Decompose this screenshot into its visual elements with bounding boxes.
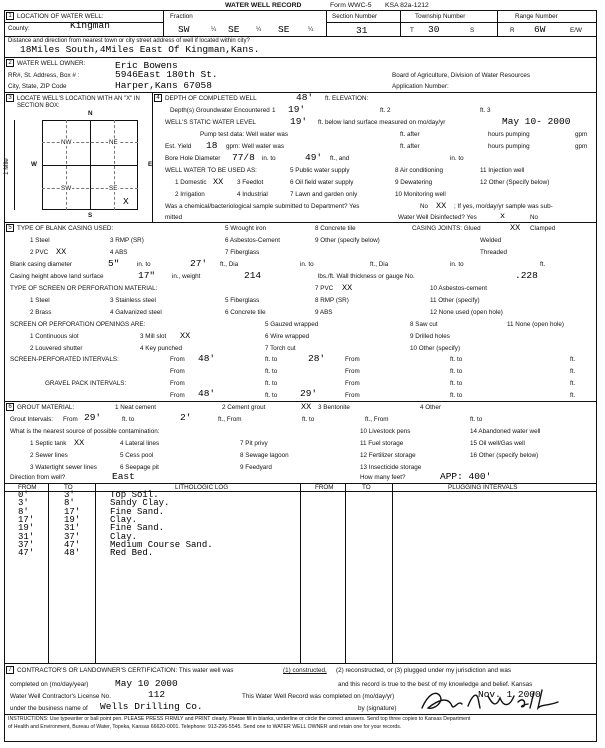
- use-4: 4 Industrial: [237, 191, 268, 198]
- perf-to-1: ft. to: [265, 356, 278, 363]
- application-label: Application Number:: [392, 83, 449, 90]
- contam-7: 7 Pit privy: [240, 440, 268, 447]
- open-3-mark: XX: [180, 331, 191, 341]
- joints-welded: Welded: [480, 237, 502, 244]
- completed-date: May 10 2000: [115, 678, 178, 689]
- contam-2: 2 Sewer lines: [30, 452, 68, 459]
- gravel-from-value: 48': [198, 388, 216, 399]
- grout-3-mark: XX: [301, 402, 312, 412]
- log-row-from: 17': [18, 514, 35, 525]
- diameter-in3: in. to: [450, 261, 464, 268]
- cert-line-1-rest: (2) reconstructed, or (3) plugged under my jurisdiction and was: [336, 667, 511, 674]
- log-header-lithologic: LITHOLOGIC LOG: [175, 483, 229, 491]
- quarter-mark: ¼: [211, 26, 217, 33]
- contam-1-mark: XX: [74, 438, 85, 448]
- cert-line-2-rest: and this record is true to the best of my knowledge and belief. Kansas: [338, 681, 533, 688]
- open-11: 11 None (open hole): [507, 321, 564, 328]
- log-row-from: 3': [18, 498, 29, 509]
- plug-header-from: FROM: [315, 483, 334, 491]
- yield-gpm: gpm: [575, 143, 588, 150]
- direction-value: East: [112, 471, 135, 482]
- screen-8: 8 RMP (SR): [315, 297, 349, 304]
- se-label: SE: [109, 185, 118, 192]
- bore-in: in. to: [262, 155, 276, 162]
- gravel-label: GRAVEL PACK INTERVALS:: [45, 380, 127, 387]
- log-row-from: 19': [18, 523, 35, 534]
- use-1: 1 Domestic: [175, 179, 207, 186]
- contam-16: 16 Other (specify below): [470, 452, 539, 459]
- log-row-to: 3': [64, 490, 75, 500]
- diameter-in2: in. to: [300, 261, 314, 268]
- casing-2-mark: XX: [56, 247, 67, 257]
- county-value: Kingman: [70, 20, 110, 31]
- gravel-to-value: 29': [300, 388, 318, 399]
- static-level-date: May 10- 2000: [502, 116, 571, 127]
- yield-hours: hours pumping: [488, 143, 530, 150]
- diameter-ft: ft., Dia: [220, 261, 239, 268]
- grout-to-value: 2': [180, 412, 192, 423]
- howmany-label: How many feet?: [360, 474, 406, 481]
- gw-1: 1: [272, 107, 276, 114]
- howmany-value: APP: 400': [440, 471, 492, 482]
- open-7: 7 Torch cut: [265, 345, 296, 352]
- owner-value: Eric Bowens: [115, 60, 178, 71]
- sw-label: SW: [61, 185, 72, 192]
- log-row-description: Sandy Clay.: [110, 498, 170, 509]
- open-5: 5 Gauzed wrapped: [265, 321, 319, 328]
- disinfect-label: Water Well Disinfected? Yes: [398, 214, 477, 221]
- cert-constructed: (1) constructed,: [283, 667, 327, 674]
- south-label: S: [88, 212, 93, 219]
- yield-after: ft. after: [400, 143, 420, 150]
- contam-1: 1 Septic tank: [30, 440, 67, 447]
- screen-4: 4 Galvanized steel: [110, 309, 162, 316]
- nw-label: NW: [61, 139, 72, 146]
- gravel-to-4: ft. to: [450, 392, 463, 399]
- weight-value: 214: [244, 270, 262, 281]
- section-4-number: 4: [154, 94, 162, 102]
- quarter-mark: ¼: [308, 26, 314, 33]
- log-row-from: 31': [18, 531, 35, 542]
- casing-2: 2 PVC: [30, 249, 49, 256]
- direction-label: Direction from well?: [10, 474, 66, 481]
- casing-1: 1 Steel: [30, 237, 50, 244]
- contam-4: 4 Lateral lines: [120, 440, 160, 447]
- yield-label: Est. Yield: [165, 143, 192, 150]
- openings-label: SCREEN OR PERFORATION OPENINGS ARE:: [10, 321, 146, 328]
- cert-completed-label: completed on (mo/day/year): [10, 681, 89, 688]
- grout-2: 2 Cement grout: [222, 404, 266, 411]
- bore-label: Bore Hole Diameter: [165, 155, 221, 162]
- use-7: 7 Lawn and garden only: [290, 191, 358, 198]
- plug-header-to: TO: [362, 483, 371, 491]
- cert-record-label: This Water Well Record was completed on (mo/day/yr): [242, 693, 395, 700]
- log-row-description: Red Bed.: [110, 548, 154, 559]
- screen-3: 3 Stainless steel: [110, 297, 156, 304]
- diameter-ft3: ft.: [540, 261, 546, 268]
- city-label: City, State, ZIP Code: [8, 83, 67, 90]
- joints-label: CASING JOINTS: Glued: [412, 225, 481, 232]
- bore-and: ft., and: [330, 155, 350, 162]
- casing-3: 3 RMP (SR): [110, 237, 144, 244]
- perf-from-2: From: [345, 356, 360, 363]
- log-row-from: 8': [18, 506, 29, 517]
- log-row-from: 0': [18, 490, 29, 500]
- use-label: WELL WATER TO BE USED AS:: [165, 167, 257, 174]
- gw-ft3: ft. 3: [480, 107, 491, 114]
- yield-rest: gpm: Well water was: [226, 143, 284, 150]
- owner-label: WATER WELL OWNER:: [17, 60, 86, 67]
- grout-label: GROUT MATERIAL:: [17, 404, 75, 411]
- statute: KSA 82a-1212: [385, 2, 429, 9]
- open-3: 3 Mill slot: [140, 333, 167, 340]
- section-number-value: 31: [356, 25, 368, 36]
- locate-title: LOCATE WELL'S LOCATION WITH AN "X" IN SECTION BOX:: [17, 96, 140, 109]
- range-label: Range Number: [515, 13, 558, 20]
- casing-7: 7 Fiberglass: [225, 249, 260, 256]
- instructions-line-1: INSTRUCTIONS: Use typewriter or ball point pen. PLEASE PRESS FIRMLY and PRINT clearly. Please fill in blanks, underline or circle the correct answers. Send top three copies to Kansas Department: [8, 716, 471, 722]
- fraction-label: Fraction: [170, 13, 193, 20]
- section-7-number: 7: [6, 666, 14, 674]
- depth-label: DEPTH OF COMPLETED WELL: [165, 95, 257, 102]
- distance-label: Distance and direction from nearest town or city street address of well if located within city?: [8, 38, 250, 44]
- casing-4: 4 ABS: [110, 249, 128, 256]
- grout-4: 4 Other: [420, 404, 441, 411]
- open-10: 10 Other (specify): [410, 345, 461, 352]
- diameter-value: 5": [108, 258, 120, 269]
- grout-to: ft. to: [122, 416, 135, 423]
- joints-mark: XX: [510, 223, 521, 233]
- diameter-in: in. to: [137, 261, 151, 268]
- perf-to-value: 28': [308, 353, 326, 364]
- grout-ft-from-2: ft., From: [365, 416, 389, 423]
- diameter-ft2: ft., Dia: [370, 261, 389, 268]
- log-row-to: 47': [64, 539, 81, 550]
- fraction-q3: SE: [278, 24, 290, 35]
- diameter-to-value: 27': [190, 258, 208, 269]
- grout-ft-from-1: ft., From: [218, 416, 242, 423]
- height-in: in., weight: [172, 273, 201, 280]
- address-label: RR#, St. Address, Box # :: [8, 72, 80, 79]
- open-9: 9 Drilled holes: [410, 333, 450, 340]
- use-12: 12 Other (Specify below): [480, 179, 550, 186]
- board-label: Board of Agriculture, Division of Water Resources: [392, 72, 531, 79]
- east-label: E: [148, 161, 153, 168]
- grout-from-value: 29': [84, 412, 102, 423]
- ne-label: NE: [109, 139, 118, 146]
- chem-no: No: [420, 203, 429, 210]
- log-row-to: 37': [64, 531, 81, 542]
- pump-gpm: gpm: [575, 131, 588, 138]
- mile-label: 1 Mile: [3, 158, 10, 175]
- cert-license-label: Water Well Contractor's License No.: [10, 693, 111, 700]
- contam-6: 6 Seepage pit: [120, 464, 159, 471]
- township-label: Township Number: [415, 13, 466, 20]
- perf-to-3: ft. to: [265, 368, 278, 375]
- perf-to-2: ft. to: [450, 356, 463, 363]
- disinfect-mark: x: [500, 211, 506, 221]
- grout-3: 3 Bentonite: [318, 404, 350, 411]
- record-date: Nov. 1 2000: [478, 689, 541, 700]
- groundwater-label: Depth(s) Groundwater Encountered: [170, 107, 270, 114]
- log-row-description: Fine Sand.: [110, 523, 165, 534]
- cert-line-1: CONTRACTOR'S OR LANDOWNER'S CERTIFICATION: This water well was: [17, 667, 234, 674]
- elevation-label: ft. ELEVATION:: [325, 95, 369, 102]
- use-10: 10 Monitoring well: [395, 191, 446, 198]
- screen-label: TYPE OF SCREEN OR PERFORATION MATERIAL:: [10, 285, 158, 292]
- screen-5: 5 Fiberglass: [225, 297, 260, 304]
- chem-mitted: mitted: [165, 214, 183, 221]
- screen-9: 9 ABS: [315, 309, 333, 316]
- use-3: 3 Feedlot: [237, 179, 264, 186]
- gravel-ft-2: ft.: [570, 380, 576, 387]
- contam-3: 3 Watertight sewer lines: [30, 464, 97, 471]
- screen-10: 10 Asbestos-cement: [430, 285, 488, 292]
- bore-value: 77/8: [232, 152, 255, 163]
- location-label: LOCATION OF WATER WELL:: [17, 13, 104, 20]
- gravel-to-2: ft. to: [450, 380, 463, 387]
- static-level-label: WELL'S STATIC WATER LEVEL: [165, 119, 256, 126]
- disinfect-no: No: [530, 214, 539, 221]
- joints-clamped: Clamped: [530, 225, 556, 232]
- contam-15: 15 Oil well/Gas well: [470, 440, 525, 447]
- log-row-description: Top Soil.: [110, 490, 159, 500]
- groundwater-value: 19': [288, 104, 306, 115]
- township-prefix: T: [410, 27, 414, 34]
- perf-ft-2: ft.: [570, 356, 576, 363]
- perf-from-value: 48': [198, 353, 216, 364]
- gravel-from-1: From: [170, 380, 185, 387]
- gauge-value: .228: [515, 270, 538, 281]
- range-suffix: E/W: [570, 27, 582, 34]
- range-prefix: R: [510, 27, 515, 34]
- license-value: 112: [148, 689, 166, 700]
- chem-mark: XX: [436, 201, 447, 211]
- form-title: WATER WELL RECORD: [225, 2, 302, 9]
- gravel-to-3: ft. to: [265, 392, 278, 399]
- screen-7-mark: XX: [342, 283, 353, 293]
- use-11: 11 Injection well: [480, 167, 525, 174]
- form-number: Form WWC-5: [330, 2, 372, 9]
- use-5: 5 Public water supply: [290, 167, 350, 174]
- grout-to-2: ft. to: [302, 416, 315, 423]
- distance-value: 18Miles South,4Miles East Of Kingman,Kans.: [20, 44, 260, 55]
- section-2-number: 2: [6, 59, 14, 67]
- quarter-mark: ¼: [256, 26, 262, 33]
- cert-business-label: under the business name of: [10, 705, 88, 712]
- plug-header-intervals: PLUGGING INTERVALS: [448, 483, 518, 491]
- perf-from-3: From: [170, 368, 185, 375]
- use-1-mark: XX: [213, 177, 224, 187]
- screen-6: 6 Concrete tile: [225, 309, 266, 316]
- north-label: N: [88, 110, 93, 117]
- contam-8: 8 Sewage lagoon: [240, 452, 289, 459]
- perf-to-4: ft. to: [450, 368, 463, 375]
- range-value: 6W: [534, 24, 546, 35]
- fraction-q1: SW: [178, 24, 190, 35]
- log-row-from: 37': [18, 539, 35, 550]
- casing-8: 8 Concrete tile: [315, 225, 356, 232]
- open-4: 4 Key punched: [140, 345, 183, 352]
- open-8: 8 Saw cut: [410, 321, 438, 328]
- perf-label: SCREEN-PERFORATED INTERVALS:: [10, 356, 119, 363]
- casing-5: 5 Wrought iron: [225, 225, 267, 232]
- contam-14: 14 Abandoned water well: [470, 428, 541, 435]
- perf-ft-4: ft.: [570, 368, 576, 375]
- screen-11: 11 Other (specify): [430, 297, 480, 304]
- gravel-to-1: ft. to: [265, 380, 278, 387]
- pump-after: ft. after: [400, 131, 420, 138]
- screen-2: 2 Brass: [30, 309, 52, 316]
- west-label: W: [31, 161, 37, 168]
- bore-in2: in. to: [450, 155, 464, 162]
- static-level-value: 19': [290, 116, 308, 127]
- city-value: Harper,Kans 67058: [115, 80, 212, 91]
- use-9: 9 Dewatering: [395, 179, 433, 186]
- signature: [418, 686, 578, 716]
- open-1: 1 Continuous slot: [30, 333, 79, 340]
- contam-9: 9 Feedyard: [240, 464, 272, 471]
- log-row-to: 8': [64, 498, 75, 509]
- depth-value: 48': [296, 92, 314, 103]
- casing-6: 6 Asbestos-Cement: [225, 237, 280, 244]
- grout-1: 1 Neat cement: [115, 404, 156, 411]
- log-row-to: 48': [64, 548, 81, 559]
- pump-hours: hours pumping: [488, 131, 530, 138]
- business-name: Wells Drilling Co.: [100, 701, 203, 712]
- gravel-from-3: From: [170, 392, 185, 399]
- static-level-rest: ft. below land surface measured on mo/day/yr: [318, 119, 446, 126]
- contam-10: 10 Livestock pens: [360, 428, 411, 435]
- grout-interval-label: Grout Intervals:: [10, 416, 54, 423]
- joints-threaded: Threaded: [480, 249, 507, 256]
- fraction-q2: SE: [228, 24, 240, 35]
- section-1-number: 1: [6, 12, 14, 20]
- contam-13: 13 Insecticide storage: [360, 464, 422, 471]
- pump-test-label: Pump test data: Well water was: [200, 131, 289, 138]
- screen-1: 1 Steel: [30, 297, 50, 304]
- log-row-description: Clay.: [110, 531, 138, 542]
- height-label: Casing height above land surface: [10, 273, 104, 280]
- use-6: 6 Oil field water supply: [290, 179, 354, 186]
- log-row-to: 19': [64, 514, 81, 525]
- height-value: 17": [138, 270, 156, 281]
- weight-unit: lbs./ft. Wall thickness or gauge No.: [318, 273, 415, 280]
- instructions-line-2: of Health and Environment, Bureau of Water, Topeka, Kansas 66620-0001. Telephone: 913-296-5545. Send one to WATER WELL OWNER and retain one for your records.: [8, 724, 402, 730]
- contam-11: 11 Fuel storage: [360, 440, 404, 447]
- log-header-to: TO: [64, 483, 73, 491]
- log-row-description: Medium Course Sand.: [110, 539, 213, 550]
- well-location-mark: X: [123, 196, 129, 207]
- gravel-from-2: From: [345, 380, 360, 387]
- log-header-from: FROM: [18, 483, 37, 491]
- perf-from-4: From: [345, 368, 360, 375]
- contamination-label: What is the nearest source of possible contamination:: [10, 428, 160, 435]
- signature-label: by (signature): [358, 705, 397, 712]
- section-5-number: 5: [6, 224, 14, 232]
- log-row-to: 17': [64, 506, 81, 517]
- diameter-label: Blank casing diameter: [10, 261, 72, 268]
- perf-from-1: From: [170, 356, 185, 363]
- gravel-ft-4: ft.: [570, 392, 576, 399]
- section-6-number: 6: [6, 403, 14, 411]
- log-row-to: 31': [64, 523, 81, 534]
- contam-12: 12 Fertilizer storage: [360, 452, 416, 459]
- open-2: 2 Louvered shutter: [30, 345, 83, 352]
- chem-question: Was a chemical/bacteriological sample submitted to Department? Yes: [165, 203, 360, 210]
- log-row-from: 47': [18, 548, 35, 559]
- address-value: 5946East 180th St.: [115, 69, 218, 80]
- open-6: 6 Wire wrapped: [265, 333, 310, 340]
- grout-from: From: [63, 416, 78, 423]
- casing-label: TYPE OF BLANK CASING USED:: [17, 225, 114, 232]
- section-number-label: Section Number: [332, 13, 378, 20]
- screen-7: 7 PVC: [315, 285, 334, 292]
- gravel-from-4: From: [345, 392, 360, 399]
- log-row-description: Fine Sand.: [110, 506, 165, 517]
- chem-rest: ; If yes, mo/day/yr sample was sub-: [454, 203, 553, 210]
- log-row-description: Clay.: [110, 514, 138, 525]
- contam-5: 5 Cess pool: [120, 452, 154, 459]
- screen-12: 12 None used (open hole): [430, 309, 503, 316]
- grout-to-3: ft. to: [470, 416, 483, 423]
- county-label: County:: [8, 25, 30, 32]
- use-8: 8 Air conditioning: [395, 167, 443, 174]
- township-value: 30: [428, 24, 440, 35]
- yield-value: 18: [206, 140, 218, 151]
- use-2: 2 Irrigation: [175, 191, 205, 198]
- township-suffix: S: [470, 27, 475, 34]
- bore-to-value: 49': [305, 152, 323, 163]
- section-3-number: 3: [6, 94, 14, 102]
- casing-9: 9 Other (specify below): [315, 237, 380, 244]
- gw-ft2: ft. 2: [380, 107, 391, 114]
